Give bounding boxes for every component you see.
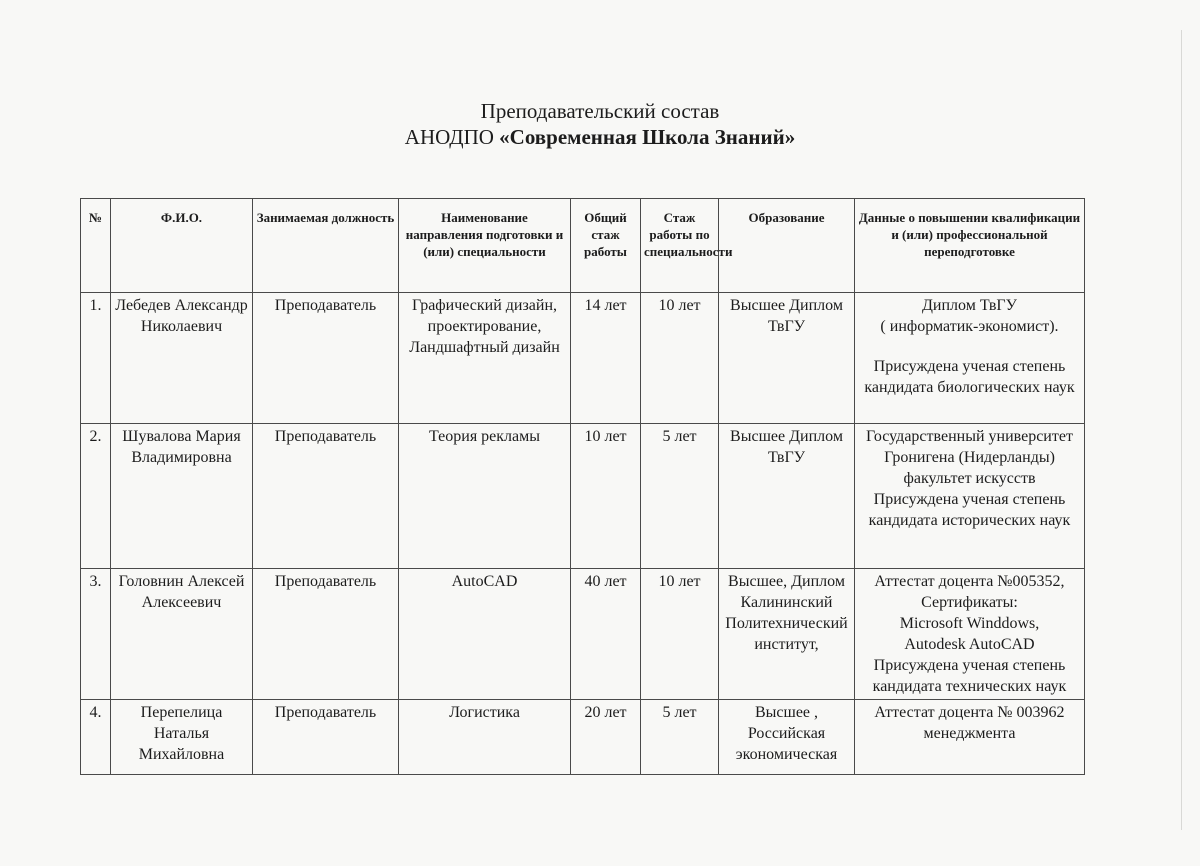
qualification-line: менеджмента	[923, 725, 1016, 742]
header-fio: Ф.И.О.	[111, 199, 253, 293]
table-row	[81, 569, 1085, 700]
row-number: 4.	[81, 700, 111, 775]
qualification-line: Присуждена ученая степень кандидата биологических наук	[864, 358, 1075, 396]
qualification-spacer	[858, 337, 1081, 356]
page-edge-shadow	[1181, 30, 1182, 830]
table-row	[81, 424, 1085, 569]
title-line-2	[0, 124, 1200, 150]
row-specialty: Графический дизайн, проектирование, Ландшафтный дизайн	[399, 293, 571, 424]
qualification-line: Диплом ТвГУ	[922, 297, 1017, 314]
document-title	[0, 98, 1200, 150]
header-total-experience: Общий стаж работы	[571, 199, 641, 293]
row-position: Преподаватель	[253, 293, 399, 424]
header-specialty: Наименование направления подготовки и (или) специальности	[399, 199, 571, 293]
row-fio: Лебедев Александр Николаевич	[111, 293, 253, 424]
table-header-row	[81, 199, 1085, 293]
header-specialty-experience: Стаж работы по специальности	[641, 199, 719, 293]
row-position: Преподаватель	[253, 424, 399, 569]
row-number: 1.	[81, 293, 111, 424]
qualification-line: ( информатик-экономист).	[880, 318, 1059, 335]
header-position: Занимаемая должность	[253, 199, 399, 293]
table-row	[81, 700, 1085, 775]
qualification-line: Аттестат доцента № 003962	[874, 704, 1065, 721]
row-qualification	[855, 569, 1085, 700]
row-total-experience: 40 лет	[571, 569, 641, 700]
staff-table	[80, 198, 1085, 775]
row-fio: Шувалова Мария Владимировна	[111, 424, 253, 569]
row-specialty-experience: 10 лет	[641, 293, 719, 424]
title-line-1: Преподавательский состав	[480, 99, 720, 123]
table-row	[81, 293, 1085, 424]
qualification-line: Аттестат доцента №005352,	[874, 573, 1065, 590]
qualification-line: Государственный университет Гронигена (Нидерланды) факультет искусств	[866, 428, 1073, 487]
qualification-line: Присуждена ученая степень кандидата исторических наук	[868, 491, 1071, 529]
row-specialty: Логистика	[399, 700, 571, 775]
row-total-experience: 14 лет	[571, 293, 641, 424]
row-specialty-experience: 5 лет	[641, 424, 719, 569]
header-education: Образование	[719, 199, 855, 293]
row-total-experience: 10 лет	[571, 424, 641, 569]
row-education: Высшее Диплом ТвГУ	[719, 293, 855, 424]
row-number: 2.	[81, 424, 111, 569]
row-position: Преподаватель	[253, 700, 399, 775]
row-specialty-experience: 10 лет	[641, 569, 719, 700]
header-number: №	[81, 199, 111, 293]
row-number: 3.	[81, 569, 111, 700]
qualification-line: Microsoft Winddows,	[899, 615, 1040, 632]
title-prefix: АНОДПО	[404, 125, 500, 149]
row-qualification	[855, 424, 1085, 569]
row-qualification	[855, 293, 1085, 424]
row-total-experience: 20 лет	[571, 700, 641, 775]
row-fio: Перепелица Наталья Михайловна	[111, 700, 253, 775]
school-name: «Современная Школа Знаний»	[499, 125, 796, 149]
row-education: Высшее, Диплом Калининский Политехнический институт,	[719, 569, 855, 700]
row-position: Преподаватель	[253, 569, 399, 700]
row-qualification	[855, 700, 1085, 775]
row-specialty: Теория рекламы	[399, 424, 571, 569]
row-education: Высшее , Российская экономическая	[719, 700, 855, 775]
qualification-line: Autodesk AutoCAD	[904, 636, 1035, 653]
row-fio: Головнин Алексей Алексеевич	[111, 569, 253, 700]
row-education: Высшее Диплом ТвГУ	[719, 424, 855, 569]
row-specialty: AutoCAD	[399, 569, 571, 700]
header-qualification: Данные о повышении квалификации и (или) профессиональной переподготовке	[855, 199, 1085, 293]
qualification-line: Сертификаты:	[921, 594, 1018, 611]
qualification-line: Присуждена ученая степень кандидата технических наук	[872, 657, 1067, 695]
row-specialty-experience: 5 лет	[641, 700, 719, 775]
